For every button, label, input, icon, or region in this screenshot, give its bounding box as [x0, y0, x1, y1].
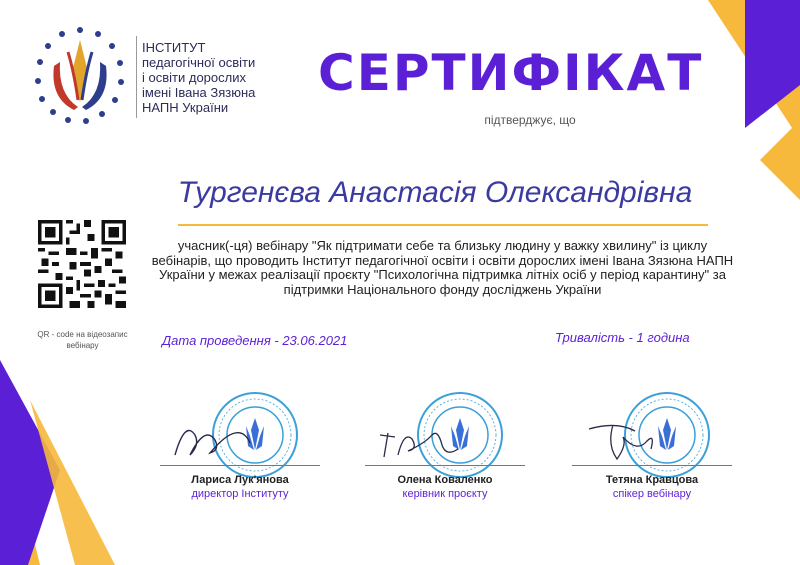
signature-block-project-lead: [365, 390, 525, 510]
signer-name: Олена Коваленко: [397, 474, 493, 486]
signature-project-lead: [370, 415, 460, 465]
institute-name-line: імені Івана Зязюна: [142, 85, 256, 100]
institute-name-line: і освіти дорослих: [142, 70, 246, 85]
certificate-body: учасник(-ця) вебінару "Як підтримати себе та близьку людину у важку хвилину" із циклу вебінарів, що проводить Інститут педагогічної освіти і освіти дорослих імені Івана Зязюна НАПН України у межах реалізації проєкту "Психологічна підтримка літніх осіб у період карантину" за підтримки Національного фонду досліджень України: [151, 238, 734, 297]
institute-name-line: ІНСТИТУТ: [142, 40, 206, 55]
institute-name-line: НАПН України: [142, 100, 229, 115]
qr-code-icon[interactable]: [38, 220, 126, 308]
signer-role: керівник проєкту: [402, 488, 488, 500]
qr-caption: QR - code на відеозапис вебінару: [37, 330, 128, 350]
institute-emblem-icon: [30, 22, 130, 132]
confirms-text: підтверджує, що: [484, 113, 576, 127]
signature-speaker: [577, 415, 667, 465]
signer-role: директор Інституту: [191, 488, 289, 500]
certificate-title: СЕРТИФІКАТ: [318, 44, 704, 102]
event-duration: Тривалість - 1 година: [555, 330, 690, 345]
signature-director: [165, 415, 255, 465]
signature-block-speaker: [572, 390, 732, 510]
recipient-name: Тургенєва Анастасія Олександрівна: [177, 176, 693, 209]
signature-line: [572, 465, 732, 466]
signature-line: [160, 465, 320, 466]
signature-line: [365, 465, 525, 466]
institute-name-line: педагогічної освіти: [142, 55, 256, 70]
signer-role: спікер вебінару: [612, 488, 692, 500]
logo-divider: [136, 36, 137, 118]
signer-name: Тетяна Кравцова: [605, 474, 699, 486]
signature-block-director: [160, 390, 320, 510]
right-yellow-accent: [760, 120, 800, 200]
recipient-underline: [178, 224, 708, 226]
signer-name: Лариса Лук'янова: [191, 474, 289, 486]
institute-name: [142, 40, 312, 115]
event-date: Дата проведення - 23.06.2021: [162, 333, 348, 348]
